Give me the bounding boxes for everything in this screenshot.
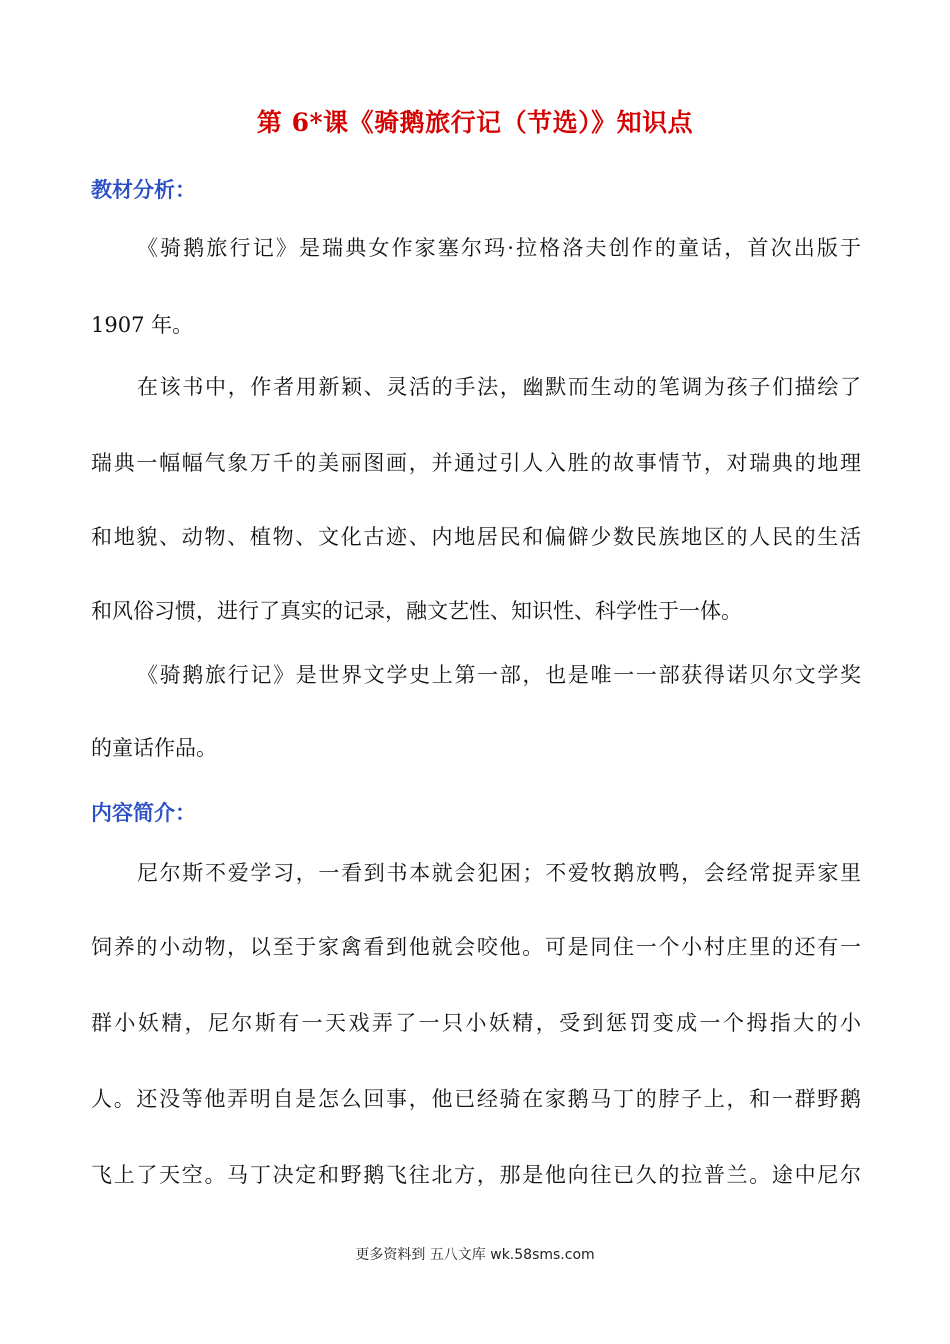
paragraph-line: 《骑鹅旅行记》是世界文学史上第一部，也是唯一一部获得诺贝尔文学奖	[137, 663, 861, 687]
section-heading-textbook-analysis: 教材分析：	[91, 177, 196, 202]
paragraph-line: 瑞典一幅幅气象万千的美丽图画，并通过引人入胜的故事情节，对瑞典的地理	[91, 451, 861, 475]
footer-watermark-link[interactable]: 更多资料到 五八文库 wk.58sms.com	[355, 1247, 595, 1263]
section-heading-content-summary: 内容简介：	[91, 800, 196, 825]
paragraph-line: 《骑鹅旅行记》是瑞典女作家塞尔玛·拉格洛夫创作的童话，首次出版于	[137, 236, 861, 260]
paragraph-line: 尼尔斯不爱学习，一看到书本就会犯困；不爱牧鹅放鸭，会经常捉弄家里	[137, 861, 861, 885]
paragraph-line: 和风俗习惯，进行了真实的记录，融文艺性、知识性、科学性于一体。	[91, 599, 742, 623]
paragraph-line: 在该书中，作者用新颖、灵活的手法，幽默而生动的笔调为孩子们描绘了	[137, 375, 861, 399]
paragraph-line: 飞上了天空。马丁决定和野鹅飞往北方，那是他向往已久的拉普兰。途中尼尔	[91, 1163, 861, 1187]
paragraph-line: 饲养的小动物，以至于家禽看到他就会咬他。可是同住一个小村庄里的还有一	[91, 935, 861, 959]
page-title: 第 6*课《骑鹅旅行记（节选）》知识点	[256, 108, 694, 137]
paragraph-line: 人。还没等他弄明自是怎么回事，他已经骑在家鹅马丁的脖子上，和一群野鹅	[91, 1087, 861, 1111]
paragraph-line: 1907 年。	[91, 313, 194, 337]
paragraph-line: 群小妖精，尼尔斯有一天戏弄了一只小妖精，受到惩罚变成一个拇指大的小	[91, 1011, 861, 1035]
paragraph-line: 和地貌、动物、植物、文化古迹、内地居民和偏僻少数民族地区的人民的生活	[91, 525, 861, 549]
paragraph-line: 的童话作品。	[91, 736, 217, 760]
